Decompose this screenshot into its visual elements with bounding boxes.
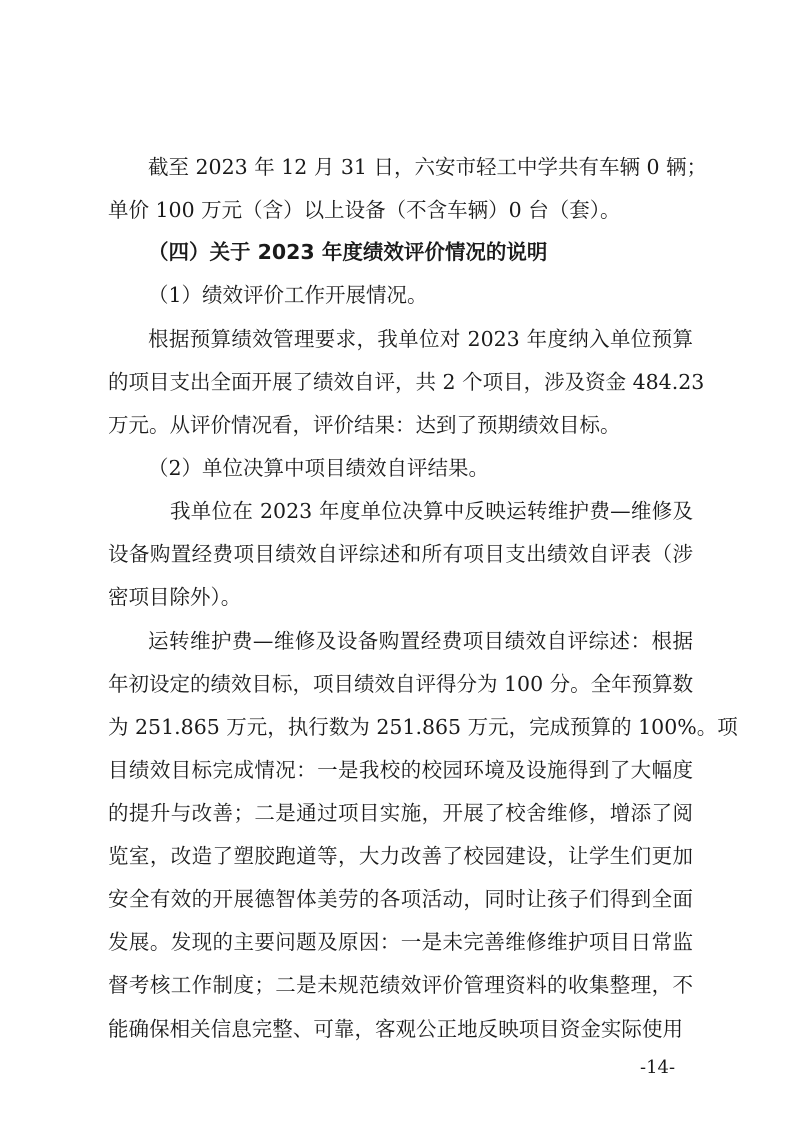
- paragraph-line: 为 251.865 万元，执行数为 251.865 万元，完成预算的 100%。项: [108, 715, 738, 739]
- paragraph-line: 能确保相关信息完整、可靠，客观公正地反映项目资金实际使用: [108, 1017, 683, 1041]
- paragraph-line: 单价 100 万元（含）以上设备（不含车辆）0 台（套）。: [108, 198, 621, 222]
- paragraph-line: 督考核工作制度；二是未规范绩效评价管理资料的收集整理，不: [108, 973, 693, 997]
- page-number: -14-: [640, 1057, 676, 1078]
- paragraph-line: 览室，改造了塑胶跑道等，大力改善了校园建设，让学生们更加: [108, 844, 693, 868]
- paragraph-line: 年初设定的绩效目标，项目绩效自评得分为 100 分。全年预算数: [108, 672, 694, 696]
- paragraph-line: 我单位在 2023 年度单位决算中反映运转维护费—维修及: [170, 499, 693, 523]
- paragraph-line: 安全有效的开展德智体美劳的各项活动，同时让孩子们得到全面: [108, 887, 693, 911]
- paragraph-line: 运转维护费—维修及设备购置经费项目绩效自评综述：根据: [148, 629, 693, 653]
- paragraph-line: 根据预算绩效管理要求，我单位对 2023 年度纳入单位预算: [148, 327, 693, 351]
- paragraph-line: 设备购置经费项目绩效自评综述和所有项目支出绩效自评表（涉: [108, 542, 693, 566]
- paragraph-line: 发展。发现的主要问题及原因：一是未完善维修维护项目日常监: [108, 930, 693, 954]
- subsection-heading: （1）绩效评价工作开展情况。: [148, 283, 428, 307]
- paragraph-line: 目绩效目标完成情况：一是我校的校园环境及设施得到了大幅度: [108, 758, 693, 782]
- paragraph-line: 的项目支出全面开展了绩效自评，共 2 个项目，涉及资金 484.23: [108, 370, 705, 394]
- paragraph-line: 万元。从评价情况看，评价结果：达到了预期绩效目标。: [108, 413, 621, 437]
- paragraph-line: 密项目除外）。: [108, 585, 242, 609]
- subsection-heading: （2）单位决算中项目绩效自评结果。: [148, 456, 490, 480]
- paragraph-line: 的提升与改善；二是通过项目实施，开展了校舍维修，增添了阅: [108, 801, 693, 825]
- paragraph-line: 截至 2023 年 12 月 31 日，六安市轻工中学共有车辆 0 辆；: [148, 155, 708, 179]
- section-heading: （四）关于 2023 年度绩效评价情况的说明: [148, 240, 548, 264]
